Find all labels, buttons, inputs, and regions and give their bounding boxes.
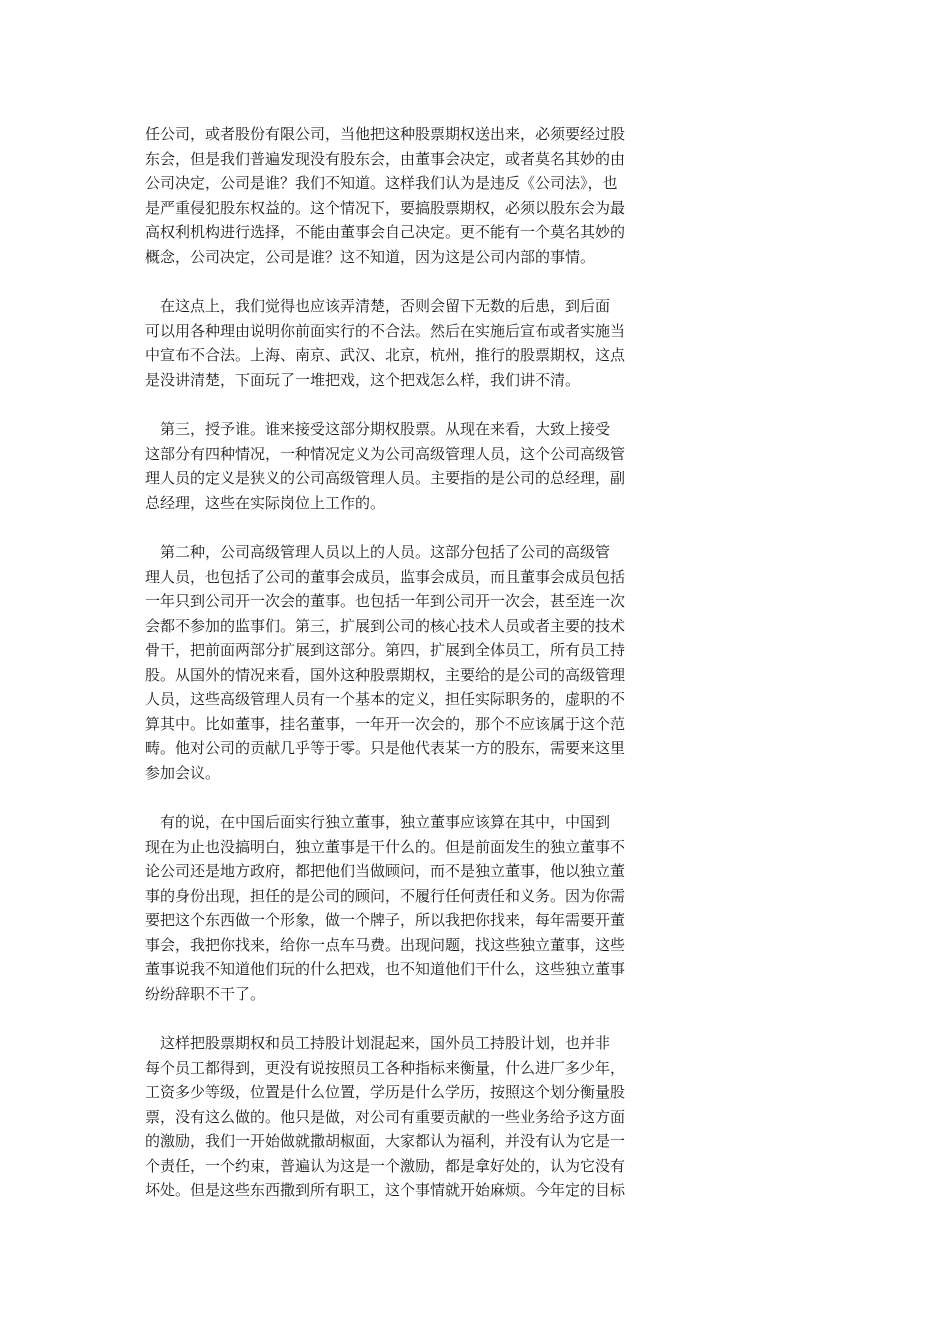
- text-line: 董事说我不知道他们玩的什么把戏，也不知道他们干什么，这些独立董事: [145, 960, 626, 978]
- text-line: 第二种，公司高级管理人员以上的人员。这部分包括了公司的高级管: [160, 543, 611, 561]
- text-line: 现在为止也没搞明白，独立董事是干什么的。但是前面发生的独立董事不: [145, 837, 626, 856]
- text-line: 会都不参加的监事们。第三，扩展到公司的核心技术人员或者主要的技术: [145, 616, 626, 635]
- text-line: 骨干，把前面两部分扩展到这部分。第四，扩展到全体员工，所有员工持: [145, 641, 626, 659]
- text-line: 这样把股票期权和员工持股计划混起来，国外员工持股计划，也并非: [160, 1034, 611, 1052]
- text-line: 纷纷辞职不干了。: [145, 984, 266, 1003]
- text-line: 事的身份出现，担任的是公司的顾问，不履行任何责任和义务。因为你需: [145, 886, 626, 905]
- paragraph: [145, 810, 690, 1006]
- text-line: 中宣布不合法。上海、南京、武汉、北京，杭州，推行的股票期权，这点: [145, 346, 626, 364]
- text-line: 第三，授予谁。谁来接受这部分期权股票。从现在来看，大致上接受: [160, 420, 611, 438]
- text-line: 参加会议。: [145, 763, 221, 782]
- text-line: 东会，但是我们普遍发现没有股东会，由董事会决定，或者莫名其妙的由: [145, 149, 626, 168]
- document-body: [145, 122, 690, 1228]
- text-line: 要把这个东西做一个形象，做一个牌子，所以我把你找来，每年需要开董: [145, 911, 626, 929]
- paragraph: [145, 540, 690, 785]
- text-line: 公司决定，公司是谁？我们不知道。这样我们认为是违反《公司法》，也: [145, 174, 618, 192]
- text-line: 工资多少等级，位置是什么位置，学历是什么学历，按照这个划分衡量股: [145, 1083, 626, 1101]
- paragraph: [145, 294, 690, 392]
- text-line: 每个员工都得到，更没有说按照员工各种指标来衡量，什么进厂多少年，: [145, 1058, 626, 1077]
- text-line: 个责任，一个约束，普遍认为这是一个激励，都是拿好处的，认为它没有: [145, 1156, 626, 1175]
- text-line: 一年只到公司开一次会的董事。也包括一年到公司开一次会，甚至连一次: [145, 592, 626, 610]
- text-line: 高权利机构进行选择，不能由董事会自己决定。更不能有一个莫名其妙的: [145, 223, 626, 241]
- text-line: 事会，我把你找来，给你一点车马费。出现问题，找这些独立董事，这些: [145, 935, 626, 954]
- text-line: 概念，公司决定，公司是谁？这不知道，因为这是公司内部的事情。: [145, 247, 596, 266]
- text-line: 算其中。比如董事，挂名董事，一年开一次会的，那个不应该属于这个范: [145, 714, 626, 733]
- text-line: 总经理，这些在实际岗位上工作的。: [145, 493, 386, 512]
- paragraph: [145, 1031, 690, 1203]
- text-line: 坏处。但是这些东西撒到所有职工，这个事情就开始麻烦。今年定的目标: [145, 1181, 626, 1199]
- paragraph: [145, 122, 690, 269]
- text-line: 理人员的定义是狭义的公司高级管理人员。主要指的是公司的总经理，副: [145, 469, 626, 487]
- text-line: 是严重侵犯股东权益的。这个情况下，要搞股票期权，必须以股东会为最: [145, 198, 626, 217]
- text-line: 人员，这些高级管理人员有一个基本的定义，担任实际职务的，虚职的不: [145, 690, 626, 708]
- text-line: 在这点上，我们觉得也应该弄清楚，否则会留下无数的后患，到后面: [160, 297, 611, 315]
- text-line: 理人员，也包括了公司的董事会成员，监事会成员，而且董事会成员包括: [145, 567, 626, 586]
- text-line: 畴。他对公司的贡献几乎等于零。只是他代表某一方的股东，需要来这里: [145, 739, 626, 757]
- text-line: 是没讲清楚，下面玩了一堆把戏，这个把戏怎么样，我们讲不清。: [145, 370, 581, 389]
- text-line: 论公司还是地方政府，都把他们当做顾问，而不是独立董事，他以独立董: [145, 862, 626, 880]
- text-line: 股。从国外的情况来看，国外这种股票期权，主要给的是公司的高级管理: [145, 665, 626, 684]
- paragraph: [145, 417, 690, 515]
- text-line: 的激励，我们一开始做就撒胡椒面，大家都认为福利，并没有认为它是一: [145, 1132, 626, 1150]
- text-line: 票，没有这么做的。他只是做，对公司有重要贡献的一些业务给予这方面: [145, 1107, 626, 1126]
- text-line: 可以用各种理由说明你前面实行的不合法。然后在实施后宣布或者实施当: [145, 321, 626, 340]
- text-line: 这部分有四种情况，一种情况定义为公司高级管理人员，这个公司高级管: [145, 444, 626, 463]
- text-line: 有的说，在中国后面实行独立董事，独立董事应该算在其中，中国到: [160, 813, 611, 831]
- text-line: 任公司，或者股份有限公司，当他把这种股票期权送出来，必须要经过股: [145, 125, 626, 143]
